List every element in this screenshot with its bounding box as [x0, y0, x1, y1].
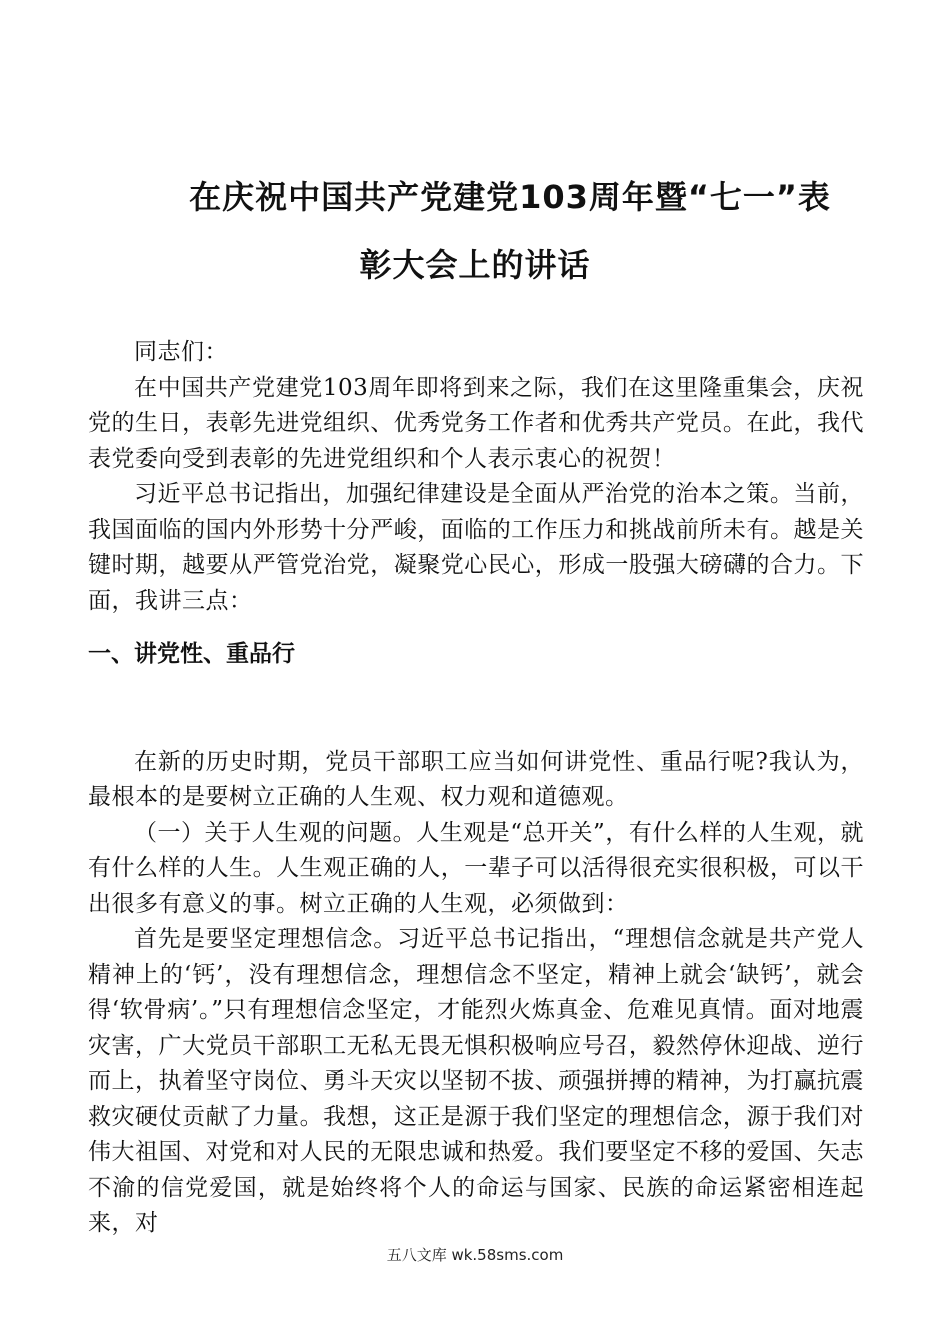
document-body [88, 335, 864, 1242]
greeting: 同志们： [134, 339, 228, 365]
paragraph-3: 在新的历史时期，党员干部职工应当如何讲党性、重品行呢?我认为，最根本的是要树立正确的人生观、权力观和道德观。 [88, 748, 864, 810]
title-line-1: 在庆祝中国共产党建党103周年暨“七一”表 [189, 178, 831, 216]
page-footer: 五八文库 wk.58sms.com [386, 1246, 564, 1264]
title-line-2: 彰大会上的讲话 [359, 246, 591, 284]
paragraph-2: 习近平总书记指出，加强纪律建设是全面从严治党的治本之策。当前，我国面临的国内外形势十分严峻，面临的工作压力和挑战前所未有。越是关键时期，越要从严管党治党，凝聚党心民心，形成一股强大磅礴的合力。下面，我讲三点： [88, 481, 864, 614]
paragraph-4: （一）关于人生观的问题。人生观是“总开关”，有什么样的人生观，就有什么样的人生。人生观正确的人，一辈子可以活得很充实很积极，可以干出很多有意义的事。树立正确的人生观，必须做到： [88, 819, 864, 917]
paragraph-5: 首先是要坚定理想信念。习近平总书记指出，“理想信念就是共产党人精神上的‘钙’，没有理想信念，理想信念不坚定，精神上就会‘缺钙’，就会得‘软骨病’。”只有理想信念坚定，才能烈火炼真金、危难见真情。面对地震灾害，广大党员干部职工无私无畏无惧积极响应号召，毅然停休迎战、逆行而上，执着坚守岗位、勇斗天灾以坚韧不拔、顽强拼搏的精神，为打赢抗震救灾硬仗贡献了力量。我想，这正是源于我们坚定的理想信念，源于我们对伟大祖国、对党和对人民的无限忠诚和热爱。我们要坚定不移的爱国、矢志不渝的信党爱国，就是始终将个人的命运与国家、民族的命运紧密相连起来，对 [88, 926, 864, 1236]
section-heading-1: 一、讲党性、重品行 [88, 641, 295, 667]
paragraph-1: 在中国共产党建党103周年即将到来之际，我们在这里隆重集会，庆祝党的生日，表彰先进党组织、优秀党务工作者和优秀共产党员。在此，我代表党委向受到表彰的先进党组织和个人表示衷心的祝贺！ [88, 374, 864, 472]
